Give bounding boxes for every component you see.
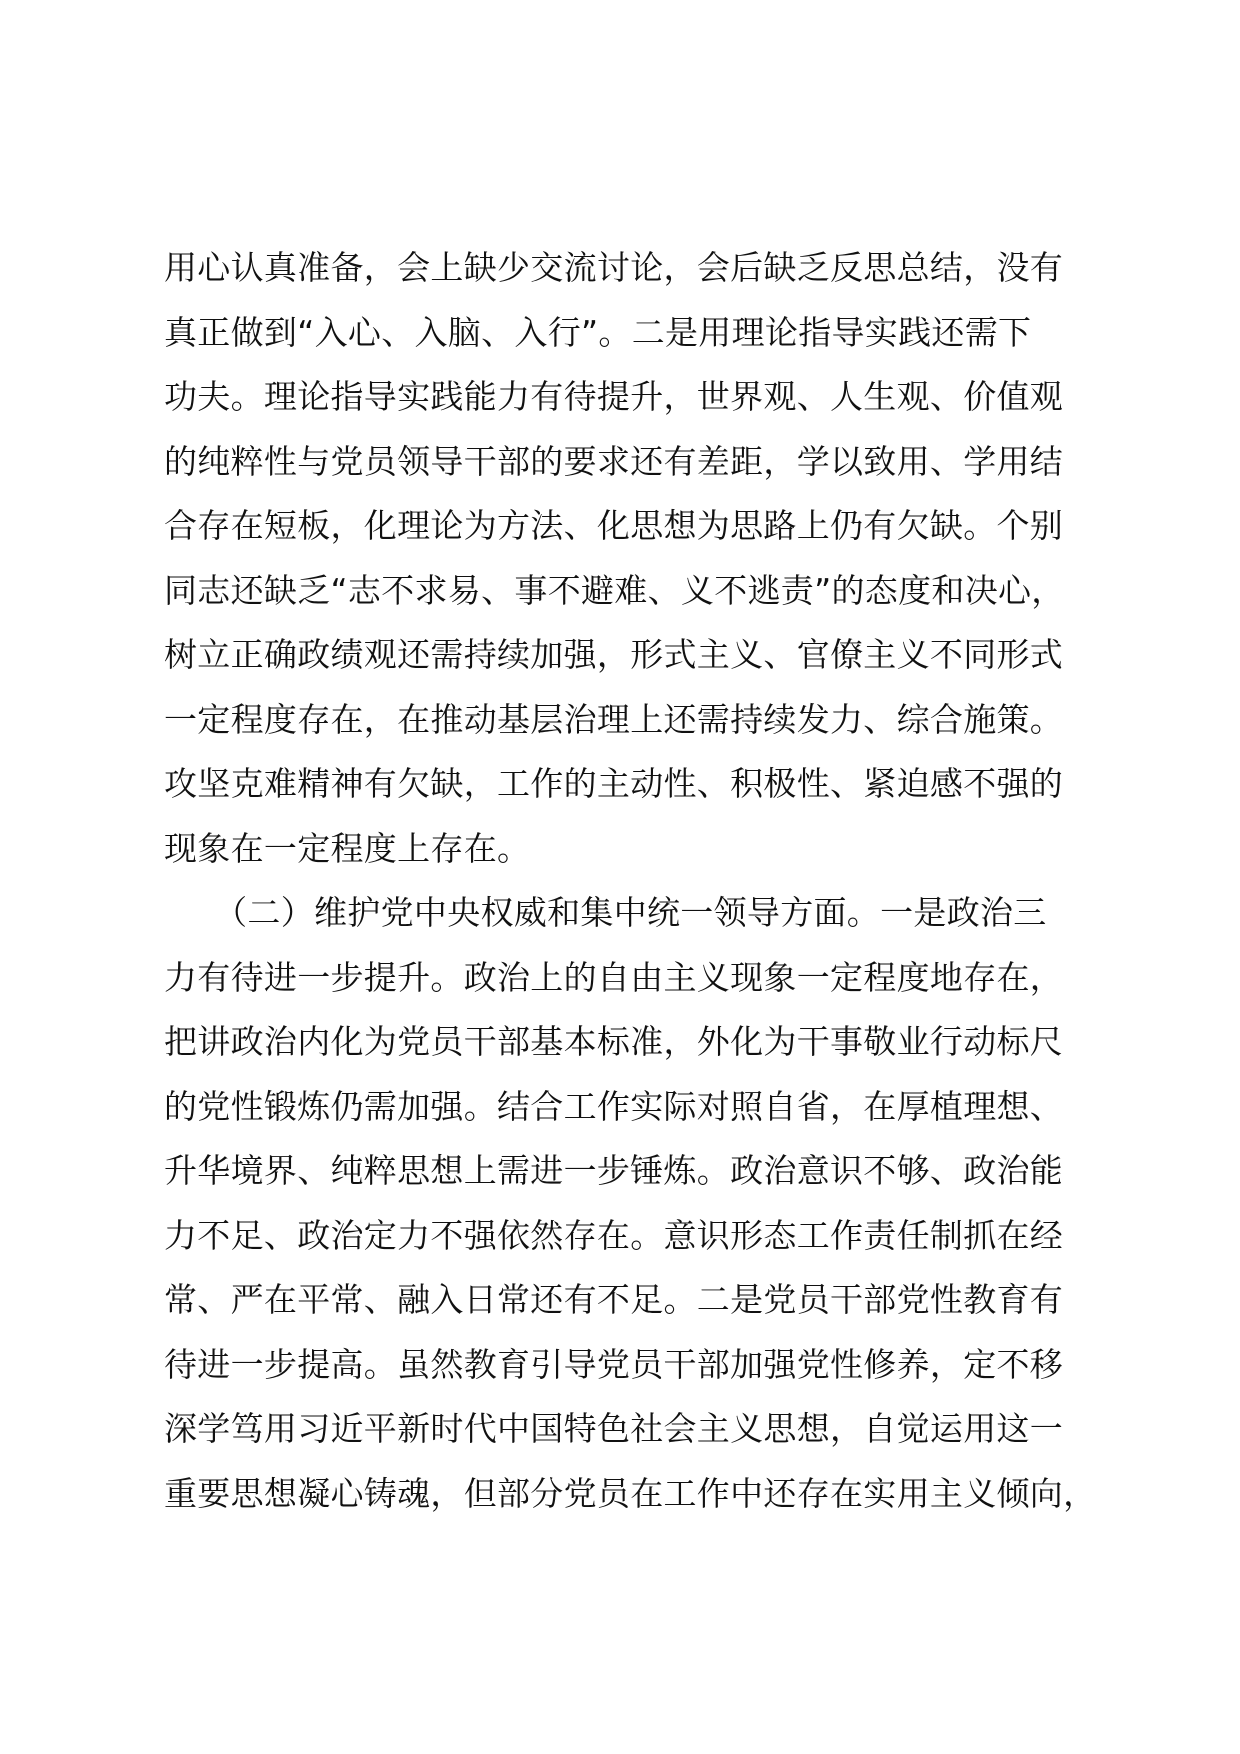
text-line: 现象在一定程度上存在。 <box>164 828 531 868</box>
text-line: 真正做到“入心、入脑、入行”。二是用理论指导实践还需下 <box>164 312 1032 352</box>
text-line: 力不足、政治定力不强依然存在。意识形态工作责任制抓在经 <box>164 1215 1064 1255</box>
text-line: 同志还缺乏“志不求易、事不避难、义不逃责”的态度和决心， <box>164 570 1065 610</box>
text-line: 待进一步提高。虽然教育引导党员干部加强党性修养，定不移 <box>164 1344 1064 1384</box>
text-line: 力有待进一步提升。政治上的自由主义现象一定程度地存在， <box>164 957 1064 997</box>
document-body <box>164 236 1104 1526</box>
text-line: 的纯粹性与党员领导干部的要求还有差距，学以致用、学用结 <box>164 441 1064 481</box>
text-line: 的党性锻炼仍需加强。结合工作实际对照自省，在厚植理想、 <box>164 1086 1064 1126</box>
text-line: 攻坚克难精神有欠缺，工作的主动性、积极性、紧迫感不强的 <box>164 764 1064 803</box>
text-line: 深学笃用习近平新时代中国特色社会主义思想，自觉运用这一 <box>164 1409 1064 1448</box>
text-line: 树立正确政绩观还需持续加强，形式主义、官僚主义不同形式 <box>164 635 1064 674</box>
text-line: 升华境界、纯粹思想上需进一步锤炼。政治意识不够、政治能 <box>164 1151 1064 1190</box>
text-line: 合存在短板，化理论为方法、化思想为思路上仍有欠缺。个别 <box>164 506 1064 545</box>
text-line: 重要思想凝心铸魂，但部分党员在工作中还存在实用主义倾向， <box>164 1473 1097 1513</box>
section-heading-line: （二）维护党中央权威和集中统一领导方面。一是政治三 <box>164 893 1047 932</box>
text-line: 功夫。理论指导实践能力有待提升，世界观、人生观、价值观 <box>164 377 1064 416</box>
paragraph-2 <box>164 881 1104 1526</box>
text-line: 常、严在平常、融入日常还有不足。二是党员干部党性教育有 <box>164 1280 1064 1319</box>
text-line: 把讲政治内化为党员干部基本标准，外化为干事敬业行动标尺 <box>164 1022 1064 1061</box>
text-line: 用心认真准备，会上缺少交流讨论，会后缺乏反思总结，没有 <box>164 248 1064 287</box>
paragraph-1 <box>164 236 1104 881</box>
text-line: 一定程度存在，在推动基层治理上还需持续发力、综合施策。 <box>164 699 1064 739</box>
